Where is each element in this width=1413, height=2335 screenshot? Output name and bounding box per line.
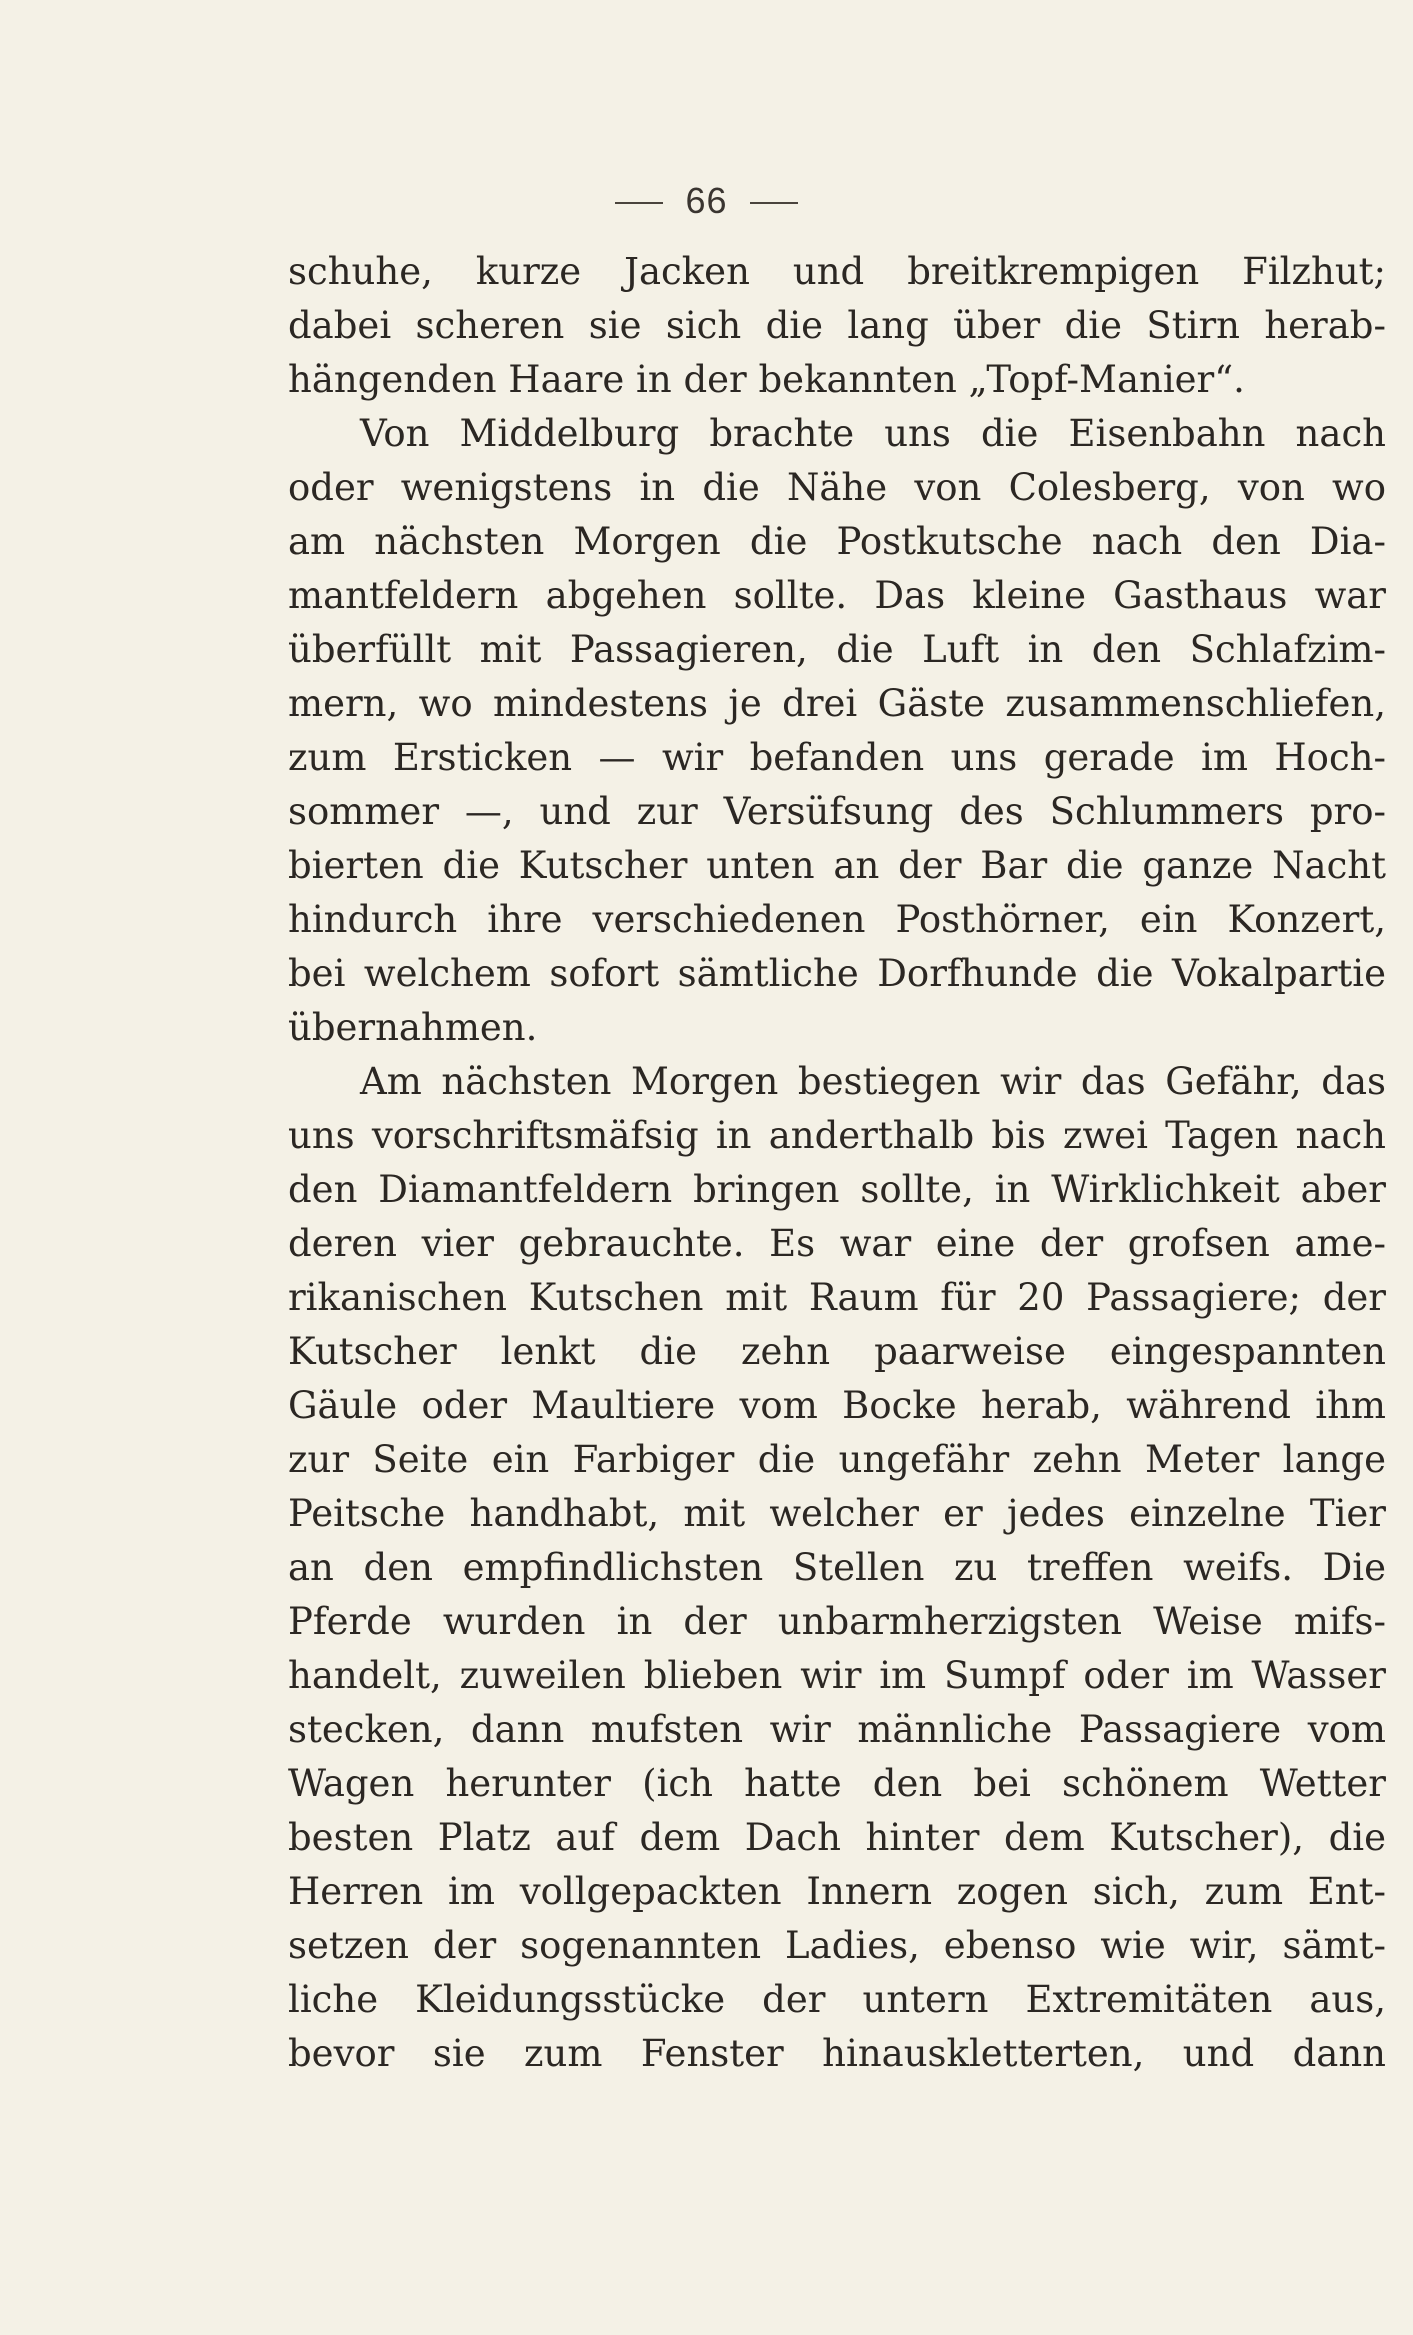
text-line: setzen der sogenannten Ladies, ebenso wie wir, sämt- — [288, 1924, 1386, 1967]
text-line: oder wenigstens in die Nähe von Colesberg, von wo — [288, 466, 1386, 509]
text-line: liche Kleidungsstücke der untern Extremitäten aus, — [288, 1978, 1386, 2021]
page-header — [0, 180, 1413, 222]
text-line: bevor sie zum Fenster hinauskletterten, und dann — [288, 2032, 1386, 2075]
page-number: 66 — [685, 180, 728, 221]
text-line: Am nächsten Morgen bestiegen wir das Gefähr, das — [360, 1060, 1386, 1103]
text-line: Von Middelburg brachte uns die Eisenbahn nach — [360, 412, 1386, 455]
body-text — [288, 245, 1386, 2081]
text-line: zur Seite ein Farbiger die ungefähr zehn Meter lange — [288, 1438, 1386, 1481]
header-dash-left — [615, 202, 663, 204]
text-line: übernahmen. — [288, 1006, 538, 1049]
text-line: bei welchem sofort sämtliche Dorfhunde die Vokalpartie — [288, 952, 1386, 995]
text-line: Pferde wurden in der unbarmherzigsten Weise mifs- — [288, 1600, 1386, 1643]
text-line: Kutscher lenkt die zehn paarweise eingespannten — [288, 1330, 1386, 1373]
header-dash-right — [750, 202, 798, 204]
text-line: schuhe, kurze Jacken und breitkrempigen Filzhut; — [288, 250, 1386, 293]
text-line: rikanischen Kutschen mit Raum für 20 Passagiere; der — [288, 1276, 1386, 1319]
text-line: hängenden Haare in der bekannten „Topf-Manier“. — [288, 358, 1245, 401]
text-line: deren vier gebrauchte. Es war eine der grofsen ame- — [288, 1222, 1386, 1265]
text-line: Gäule oder Maultiere vom Bocke herab, während ihm — [288, 1384, 1386, 1427]
text-line: sommer —, und zur Versüfsung des Schlummers pro- — [288, 790, 1386, 833]
text-line: mern, wo mindestens je drei Gäste zusammenschliefen, — [288, 682, 1386, 725]
text-line: zum Ersticken — wir befanden uns gerade im Hoch- — [288, 736, 1386, 779]
text-line: uns vorschriftsmäfsig in anderthalb bis zwei Tagen nach — [288, 1114, 1386, 1157]
text-line: bierten die Kutscher unten an der Bar die ganze Nacht — [288, 844, 1386, 887]
text-line: am nächsten Morgen die Postkutsche nach den Dia- — [288, 520, 1386, 563]
text-line: stecken, dann mufsten wir männliche Passagiere vom — [288, 1708, 1386, 1751]
text-line: hindurch ihre verschiedenen Posthörner, ein Konzert, — [288, 898, 1386, 941]
text-line: mantfeldern abgehen sollte. Das kleine Gasthaus war — [288, 574, 1386, 617]
text-line: Peitsche handhabt, mit welcher er jedes einzelne Tier — [288, 1492, 1386, 1535]
text-line: überfüllt mit Passagieren, die Luft in den Schlafzim- — [288, 628, 1386, 671]
text-line: an den empfindlichsten Stellen zu treffen weifs. Die — [288, 1546, 1386, 1589]
text-line: handelt, zuweilen blieben wir im Sumpf oder im Wasser — [288, 1654, 1386, 1697]
text-line: Wagen herunter (ich hatte den bei schönem Wetter — [288, 1762, 1386, 1805]
text-line: besten Platz auf dem Dach hinter dem Kutscher), die — [288, 1816, 1386, 1859]
text-line: den Diamantfeldern bringen sollte, in Wirklichkeit aber — [288, 1168, 1386, 1211]
text-line: Herren im vollgepackten Innern zogen sich, zum Ent- — [288, 1870, 1386, 1913]
text-line: dabei scheren sie sich die lang über die Stirn herab- — [288, 304, 1386, 347]
